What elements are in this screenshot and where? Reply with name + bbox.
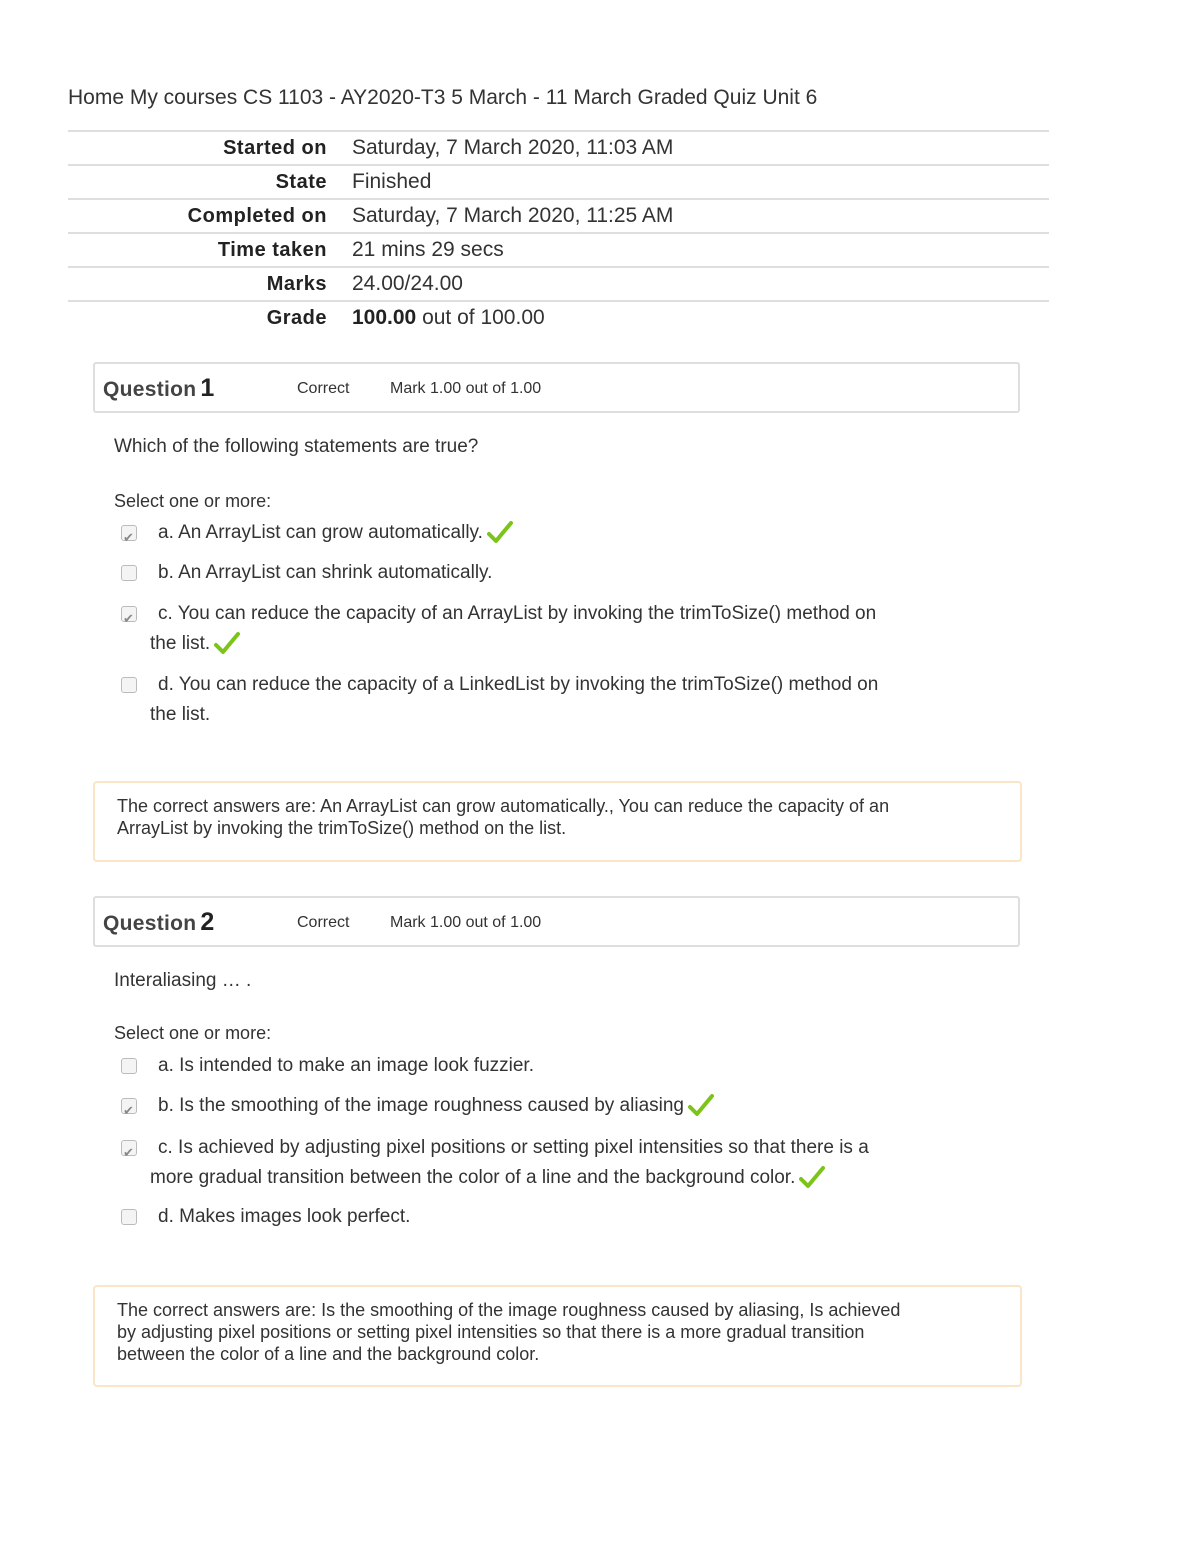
completed-on-value: Saturday, 7 March 2020, 11:25 AM [352,204,674,227]
question-2-header [93,896,1020,947]
summary-row-state [68,166,1049,200]
check-mark-icon [214,631,240,657]
checkbox-icon[interactable] [121,1058,137,1074]
answer-text-continued: the list. [150,633,211,654]
answer-text: c. You can reduce the capacity of an ArrayList by invoking the trimToSize() method on [158,603,877,624]
feedback-line: between the color of a line and the background color. [117,1344,540,1364]
answer-text: a. Is intended to make an image look fuzzier. [158,1055,534,1076]
summary-row-started [68,132,1049,166]
question-number: 2 [200,908,215,936]
question-1-answer-c[interactable] [121,599,961,659]
answer-text: b. Is the smoothing of the image roughness caused by aliasing [158,1095,684,1116]
time-taken-value: 21 mins 29 secs [352,238,504,261]
state-value: Finished [352,170,432,193]
checkbox-icon[interactable] [121,1140,137,1156]
started-on-value: Saturday, 7 March 2020, 11:03 AM [352,136,674,159]
marks-value: 24.00/24.00 [352,272,463,295]
checkbox-icon[interactable] [121,565,137,581]
question-2-mark: Mark 1.00 out of 1.00 [390,914,542,931]
question-1-prompt: Select one or more: [114,491,272,511]
feedback-line: ArrayList by invoking the trimToSize() method on the list. [117,818,567,838]
question-label: Question [103,378,197,401]
checkbox-icon[interactable] [121,525,137,541]
question-1-header [93,362,1020,413]
marks-label: Marks [266,272,327,295]
question-1-answer-d[interactable] [121,670,961,730]
question-2-feedback [93,1285,1022,1387]
question-2-answer-c[interactable] [121,1133,961,1193]
feedback-line: The correct answers are: An ArrayList can grow automatically., You can reduce the capacity of an [117,796,890,816]
answer-text: d. You can reduce the capacity of a LinkedList by invoking the trimToSize() method on [158,674,879,695]
checkbox-icon[interactable] [121,677,137,693]
summary-row-completed [68,200,1049,234]
summary-row-grade [68,302,1049,334]
checkbox-icon[interactable] [121,606,137,622]
question-2-answer-a[interactable] [121,1051,961,1081]
grade-label: Grade [266,306,327,329]
checkbox-icon[interactable] [121,1098,137,1114]
breadcrumb[interactable]: Home My courses CS 1103 - AY2020-T3 5 March - 11 March Graded Quiz Unit 6 [68,86,818,109]
answer-text: b. An ArrayList can shrink automatically. [158,562,493,583]
grade-value [352,306,545,330]
answer-text: a. An ArrayList can grow automatically. [158,522,483,543]
started-on-label: Started on [223,136,327,159]
grade-out-of: out of 100.00 [422,306,545,329]
question-2-state: Correct [297,914,350,931]
checkbox-icon[interactable] [121,1209,137,1225]
completed-on-label: Completed on [187,204,327,227]
question-1-answer-b[interactable] [121,558,961,588]
check-mark-icon [799,1165,825,1191]
question-2-answer-d[interactable] [121,1202,961,1232]
check-mark-icon [487,520,513,546]
question-1-feedback [93,781,1022,862]
question-1-mark: Mark 1.00 out of 1.00 [390,380,542,397]
time-taken-label: Time taken [217,238,327,261]
question-label: Question [103,912,197,935]
summary-row-marks [68,268,1049,302]
answer-text: c. Is achieved by adjusting pixel positions or setting pixel intensities so that there is a [158,1137,869,1158]
feedback-line: by adjusting pixel positions or setting pixel intensities so that there is a more gradual transition [117,1322,865,1342]
question-2-title [103,908,215,937]
answer-text-continued: the list. [150,704,211,725]
quiz-summary-table [68,130,1049,334]
answer-text-continued: more gradual transition between the color of a line and the background color. [150,1167,796,1188]
question-1-answer-a[interactable] [121,518,961,548]
feedback-line: The correct answers are: Is the smoothing of the image roughness caused by aliasing, Is achieved [117,1300,901,1320]
question-1-state: Correct [297,380,350,397]
question-2-prompt: Select one or more: [114,1023,272,1043]
question-2-answer-b[interactable] [121,1091,961,1121]
state-label: State [275,170,327,193]
question-1-text: Which of the following statements are true? [114,436,479,457]
question-2-text: Interaliasing … . [114,970,252,991]
grade-score: 100.00 [352,306,417,329]
question-1-title [103,374,215,403]
summary-row-time [68,234,1049,268]
question-number: 1 [200,374,215,402]
check-mark-icon [688,1093,714,1119]
answer-text: d. Makes images look perfect. [158,1206,411,1227]
